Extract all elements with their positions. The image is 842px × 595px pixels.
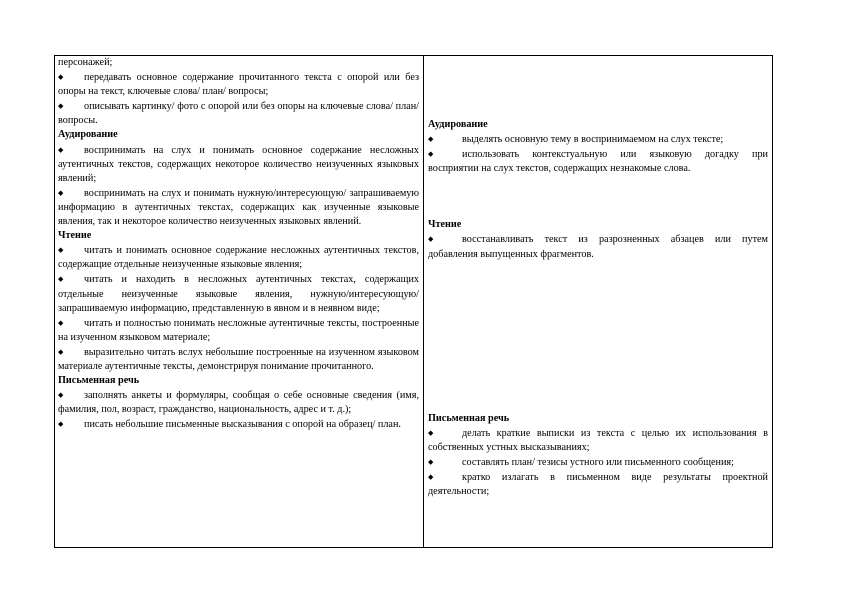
curriculum-table <box>54 55 773 548</box>
heading-writing: Письменная речь <box>58 375 140 387</box>
heading-writing: Письменная речь <box>428 412 510 424</box>
list-item: ◆ заполнять анкеты и формуляры, сообщая о себе основные сведения (имя, фамилия, пол, возраст, гражданство, национальность, адрес и т. д.); <box>58 388 419 417</box>
list-item: ◆ воспринимать на слух и понимать нужную/интересующую/ запрашиваемую информацию в аутентичных текстах, содержащих как изученные языковые явления, так и некоторое количество неизученных языковых явлений. <box>58 186 419 229</box>
list-item: ◆ делать краткие выписки из текста с целью их использования в собственных устных высказываниях; <box>428 426 768 455</box>
left-fragment: персонажей; <box>58 57 113 68</box>
right-column <box>428 56 768 499</box>
heading-reading: Чтение <box>58 230 92 242</box>
list-item: ◆ передавать основное содержание прочитанного текста с опорой или без опоры на текст, ключевые слова/ план/ вопросы; <box>58 70 419 99</box>
list-item: ◆ выделять основную тему в воспринимаемом на слух тексте; <box>428 132 768 147</box>
list-item: ◆ читать и понимать основное содержание несложных аутентичных текстов, содержащие отдельные неизученные языковые явления; <box>58 243 419 272</box>
list-item: ◆ писать небольшие письменные высказывания с опорой на образец/ план. <box>58 417 419 432</box>
list-item: ◆ описывать картинку/ фото с опорой или без опоры на ключевые слова/ план/ вопросы. <box>58 99 419 128</box>
left-column <box>58 56 419 432</box>
list-item: ◆ кратко излагать в письменном виде результаты проектной деятельности; <box>428 470 768 499</box>
heading-listening: Аудирование <box>428 119 488 130</box>
heading-listening: Аудирование <box>58 129 118 141</box>
list-item: ◆ выразительно читать вслух небольшие построенные на изученном языковом материале аутентичные тексты, демонстрируя понимание прочитанного. <box>58 345 419 374</box>
list-item: ◆ восстанавливать текст из разрозненных абзацев или путем добавления выпущенных фрагментов. <box>428 232 768 261</box>
list-item: ◆ составлять план/ тезисы устного или письменного сообщения; <box>428 455 768 470</box>
list-item: ◆ читать и полностью понимать несложные аутентичные тексты, построенные на изученном языковом материале; <box>58 316 419 345</box>
column-divider <box>423 56 424 547</box>
heading-reading: Чтение <box>428 219 462 231</box>
list-item: ◆ использовать контекстуальную или языковую догадку при восприятии на слух текстов, содержащих незнакомые слова. <box>428 147 768 176</box>
list-item: ◆ читать и находить в несложных аутентичных текстах, содержащих отдельные неизученные языковые явления, нужную/интересующую/ запрашиваемую информацию, представленную в явном и в неявном виде; <box>58 272 419 315</box>
list-item: ◆ воспринимать на слух и понимать основное содержание несложных аутентичных текстов, содержащих некоторое количество неизученных языковых явлений; <box>58 143 419 186</box>
